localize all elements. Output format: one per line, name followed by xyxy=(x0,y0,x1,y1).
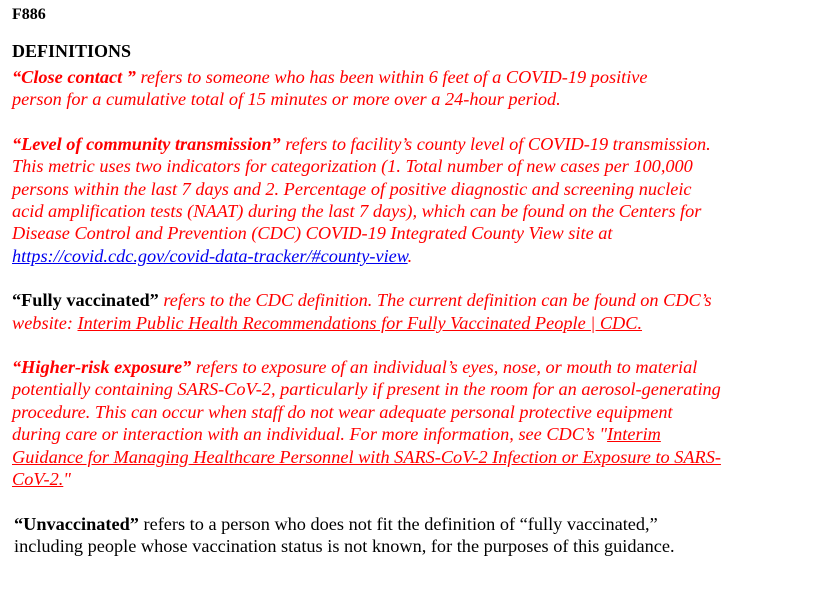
community-transmission-text-2: This metric uses two indicators for categorization (1. Total number of new cases per 100,000 xyxy=(12,156,693,177)
fully-vaccinated-text-1: refers to the CDC definition. The current definition can be found on CDC’s xyxy=(158,290,712,311)
definition-community-transmission xyxy=(12,133,812,267)
term-unvaccinated: “Unvaccinated” xyxy=(14,513,139,534)
higher-risk-text-3: procedure. This can occur when staff do not wear adequate personal protective equipment xyxy=(12,401,673,422)
definition-unvaccinated xyxy=(14,513,812,558)
definition-fully-vaccinated xyxy=(12,289,812,334)
document-page xyxy=(12,4,812,579)
regulation-tag: F886 xyxy=(12,6,46,23)
definitions-heading: DEFINITIONS xyxy=(12,41,132,61)
community-transmission-text-4: acid amplification tests (NAAT) during the last 7 days), which can be found on the Centers for xyxy=(12,201,702,222)
higher-risk-text-2: potentially containing SARS-CoV-2, particularly if present in the room for an aerosol-generating xyxy=(12,379,721,400)
term-close-contact: “Close contact ” xyxy=(12,67,136,87)
higher-risk-text-1: refers to exposure of an individual’s eyes, nose, or mouth to material xyxy=(191,357,698,378)
definition-higher-risk-exposure xyxy=(12,356,812,490)
community-transmission-text-5: Disease Control and Prevention (CDC) COVID-19 Integrated County View site at xyxy=(12,223,613,244)
fully-vaccinated-text-2: website: xyxy=(12,312,78,333)
close-contact-text-1: refers to someone who has been within 6 feet of a COVID-19 positive xyxy=(135,67,648,87)
definition-close-contact xyxy=(12,66,812,111)
close-contact-text-2: person for a cumulative total of 15 minutes or more over a 24-hour period. xyxy=(12,89,561,110)
unvaccinated-text-1: refers to a person who does not fit the definition of “fully vaccinated,” xyxy=(138,513,658,534)
hcp-guidance-link-part-2[interactable]: Guidance for Managing Healthcare Personnel with SARS-CoV-2 Infection or Exposure to SARS- xyxy=(12,446,721,467)
hcp-guidance-link-part-3[interactable]: CoV-2. xyxy=(12,469,64,490)
community-transmission-text-3: persons within the last 7 days and 2. Percentage of positive diagnostic and screening nucleic xyxy=(12,178,692,199)
term-community-transmission: “Level of community transmission” xyxy=(12,133,281,154)
county-view-link[interactable]: https://covid.cdc.gov/covid-data-tracker/#county-view xyxy=(12,245,408,266)
higher-risk-link-end: " xyxy=(63,469,71,490)
term-higher-risk-exposure: “Higher-risk exposure” xyxy=(12,357,192,378)
community-transmission-link-end: . xyxy=(407,245,413,266)
term-fully-vaccinated: “Fully vaccinated” xyxy=(12,290,159,311)
fully-vaccinated-link[interactable]: Interim Public Health Recommendations for Fully Vaccinated People | CDC. xyxy=(77,312,643,333)
hcp-guidance-link-part-1[interactable]: Interim xyxy=(607,424,661,445)
higher-risk-text-4: during care or interaction with an individual. For more information, see CDC’s " xyxy=(12,424,608,445)
unvaccinated-text-2: including people whose vaccination status is not known, for the purposes of this guidance. xyxy=(14,535,675,556)
community-transmission-text-1: refers to facility’s county level of COVID-19 transmission. xyxy=(280,133,711,154)
